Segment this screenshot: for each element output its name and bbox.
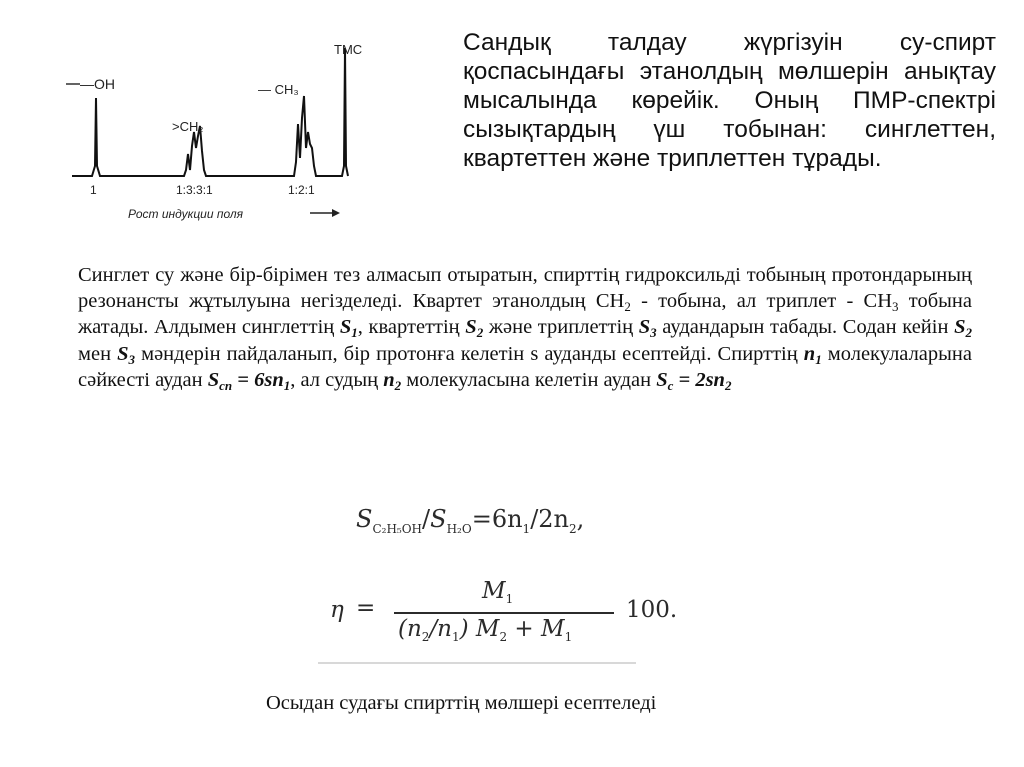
s1-subscript: 1 [351, 325, 358, 341]
s2-subscript: 2 [476, 325, 484, 341]
s3b-symbol: S [117, 342, 129, 365]
scn-subscript: cn [219, 377, 233, 393]
formula1-rhs: =6n [471, 505, 523, 533]
eta-denominator [398, 616, 572, 644]
ch3-subscript: 3 [892, 299, 899, 315]
formula1-rhs-sub2: 2 [569, 522, 577, 536]
oh-label: —OH [80, 76, 115, 92]
eta-equals: = [356, 595, 376, 621]
formula1-water-subscript: H₂O [446, 522, 472, 536]
formula1-s-water: S [430, 505, 447, 533]
main-text-7: мен [78, 342, 118, 365]
n1-subscript: 1 [815, 351, 822, 367]
s3-symbol: S [638, 316, 651, 339]
den-sub1: 2 [421, 630, 430, 644]
formula1-s-ethanol: S [356, 505, 373, 533]
eta-numerator [482, 578, 512, 606]
formula1-rhs-sub1: 1 [522, 522, 531, 536]
formula1-ethanol-subscript: C₂H₅OH [372, 522, 423, 536]
main-text-5: және триплеттің [483, 316, 639, 339]
main-text-3: тобына жатады. Алдымен синглеттің [78, 290, 972, 339]
s1-symbol: S [339, 316, 352, 339]
ratio-formula [356, 505, 584, 536]
den-part-c: ) M [459, 616, 500, 642]
nmr-spectrum-figure [58, 36, 398, 236]
spectrum-trace [72, 48, 348, 176]
formula1-rhs-mid: /2n [530, 505, 569, 533]
formula-scan-edge [318, 662, 636, 664]
main-text-1: Синглет су және бір-бірімен тез алмасып отыратын, спирттің гидроксильді тобының протондарының резонансты жұтылуына негізделеді. Квартет этанолдың СН [78, 264, 972, 313]
main-text-4: , квартеттің [357, 316, 466, 339]
s2-symbol: S [465, 316, 477, 339]
scn-equation-subscript: 1 [283, 377, 291, 393]
n1-symbol: n [803, 342, 816, 365]
fraction-bar [394, 612, 614, 614]
conclusion-text: Осыдан судағы спирттің мөлшері есептеледі [266, 692, 657, 714]
den-part-b: /n [429, 616, 452, 642]
main-text-6: аудандарын табады. Содан кейін [656, 316, 955, 339]
numerator-m: M [482, 578, 506, 604]
n2-symbol: n [383, 368, 395, 391]
ch2-label: >CH₂ [172, 119, 204, 134]
eta-symbol: η [330, 597, 344, 623]
oh-ratio: 1 [90, 183, 97, 197]
main-text-2: - тобына, ал триплет - СН [630, 290, 893, 313]
main-text-9: молекулаларына сәйкесті аудан [78, 342, 973, 391]
sc-symbol: S [656, 368, 668, 391]
tms-label: ТМС [334, 42, 363, 57]
sc-equation: = 2sn [673, 368, 725, 391]
main-text-11: молекуласына келетін аудан [401, 368, 657, 391]
den-part-d: + M [507, 616, 565, 642]
ch2-subscript: 2 [624, 299, 631, 315]
main-text-8: мәндерін пайдаланып, бір протонға келетін s ауданды есептейді. Спирттің [135, 342, 804, 365]
field-arrow-icon [332, 209, 340, 217]
eta-tail: 100. [626, 597, 678, 623]
intro-paragraph: Сандық талдау жүргізуін су-спирт қоспасындағы этанолдың мөлшерін анықтау мысалында көрейік. Оның ПМР-спектрі сызықтардың үш тобынан: синглеттен, квартеттен және триплеттен тұрады. [463, 29, 996, 172]
main-text-10: , ал судың [290, 368, 384, 391]
spectrum-caption: Рост индукции поля [128, 207, 244, 221]
den-part-a: (n [398, 616, 422, 642]
den-sub4: 1 [564, 630, 573, 644]
s3b-subscript: 3 [128, 351, 136, 367]
s3-subscript: 3 [650, 325, 657, 341]
scn-symbol: S [207, 368, 220, 391]
s2b-subscript: 2 [965, 325, 972, 341]
ch3-ratio: 1:2:1 [288, 183, 315, 197]
den-sub3: 2 [499, 630, 508, 644]
numerator-sub: 1 [505, 592, 514, 606]
ch2-ratio: 1:3:3:1 [176, 183, 213, 197]
scn-equation: = 6sn [232, 368, 284, 391]
sc-equation-subscript: 2 [724, 377, 732, 393]
s2b-symbol: S [954, 316, 966, 339]
ch3-label: — CH₃ [258, 82, 299, 97]
n2-subscript: 2 [394, 377, 402, 393]
sc-subscript: c [667, 377, 674, 393]
formula1-rhs-end: , [576, 505, 585, 533]
formula1-slash: / [422, 505, 431, 533]
den-sub2: 1 [452, 630, 460, 644]
eta-formula [330, 578, 690, 648]
main-paragraph [78, 262, 972, 393]
